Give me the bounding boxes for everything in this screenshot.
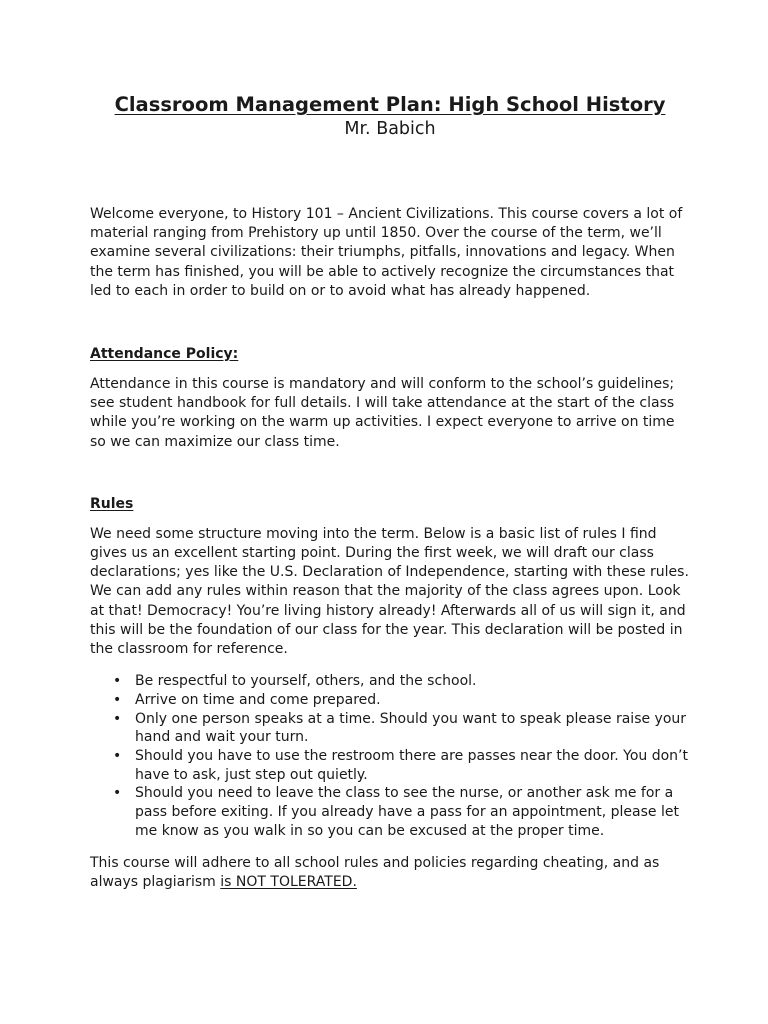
rule-text: Be respectful to yourself, others, and the school.	[135, 673, 477, 690]
attendance-heading: Attendance Policy:	[90, 346, 239, 363]
bullet-icon: •	[113, 710, 122, 727]
document-subtitle: Mr. Babich	[344, 119, 436, 139]
closing-emphasis: is NOT TOLERATED.	[220, 873, 357, 890]
rule-text: Should you need to leave the class to see the nurse, or another ask me for a pass before exiting. If you already have a pass for an appointment, please let me know as you walk in so you can be excused at the proper time.	[135, 785, 679, 839]
intro-paragraph: Welcome everyone, to History 101 – Ancient Civilizations. This course covers a lot of material ranging from Prehistory up until 1850. Over the course of the term, we’ll examine several civilizations: their triumphs, pitfalls, innovations and legacy. When the term has finished, you will be able to actively recognize the circumstances that led to each in order to build on or to avoid what has already happened.	[90, 206, 683, 299]
rule-item	[113, 784, 690, 840]
bullet-icon: •	[113, 691, 122, 708]
rule-text: Should you have to use the restroom there are passes near the door. You don’t have to ask, just step out quietly.	[135, 748, 688, 783]
document-page	[90, 93, 690, 892]
rules-heading: Rules	[90, 495, 134, 512]
rule-item	[113, 710, 690, 747]
closing-text: This course will adhere to all school rules and policies regarding cheating, and as always plagiarism	[90, 854, 660, 890]
rules-list	[90, 672, 690, 840]
bullet-icon: •	[113, 785, 122, 802]
bullet-icon: •	[113, 673, 122, 690]
rules-paragraph: We need some structure moving into the term. Below is a basic list of rules I find gives us an excellent starting point. During the first week, we will draft our class declarations; yes like the U.S. Declaration of Independence, starting with these rules. We can add any rules within reason that the majority of the class agrees upon. Look at that! Democracy! You’re living history already! Afterwards all of us will sign it, and this will be the foundation of our class for the year. This declaration will be posted in the classroom for reference.	[90, 525, 689, 658]
closing-paragraph	[90, 854, 690, 892]
bullet-icon: •	[113, 748, 122, 765]
rule-text: Arrive on time and come prepared.	[135, 691, 381, 708]
rule-item	[113, 747, 690, 784]
attendance-paragraph: Attendance in this course is mandatory and will conform to the school’s guidelines; see student handbook for full details. I will take attendance at the start of the class while you’re working on the warm up activities. I expect everyone to arrive on time so we can maximize our class time.	[90, 376, 675, 450]
rule-item	[113, 672, 690, 691]
rule-item	[113, 691, 690, 710]
document-title: Classroom Management Plan: High School History	[114, 93, 666, 116]
rule-text: Only one person speaks at a time. Should you want to speak please raise your hand and wait your turn.	[135, 710, 687, 746]
